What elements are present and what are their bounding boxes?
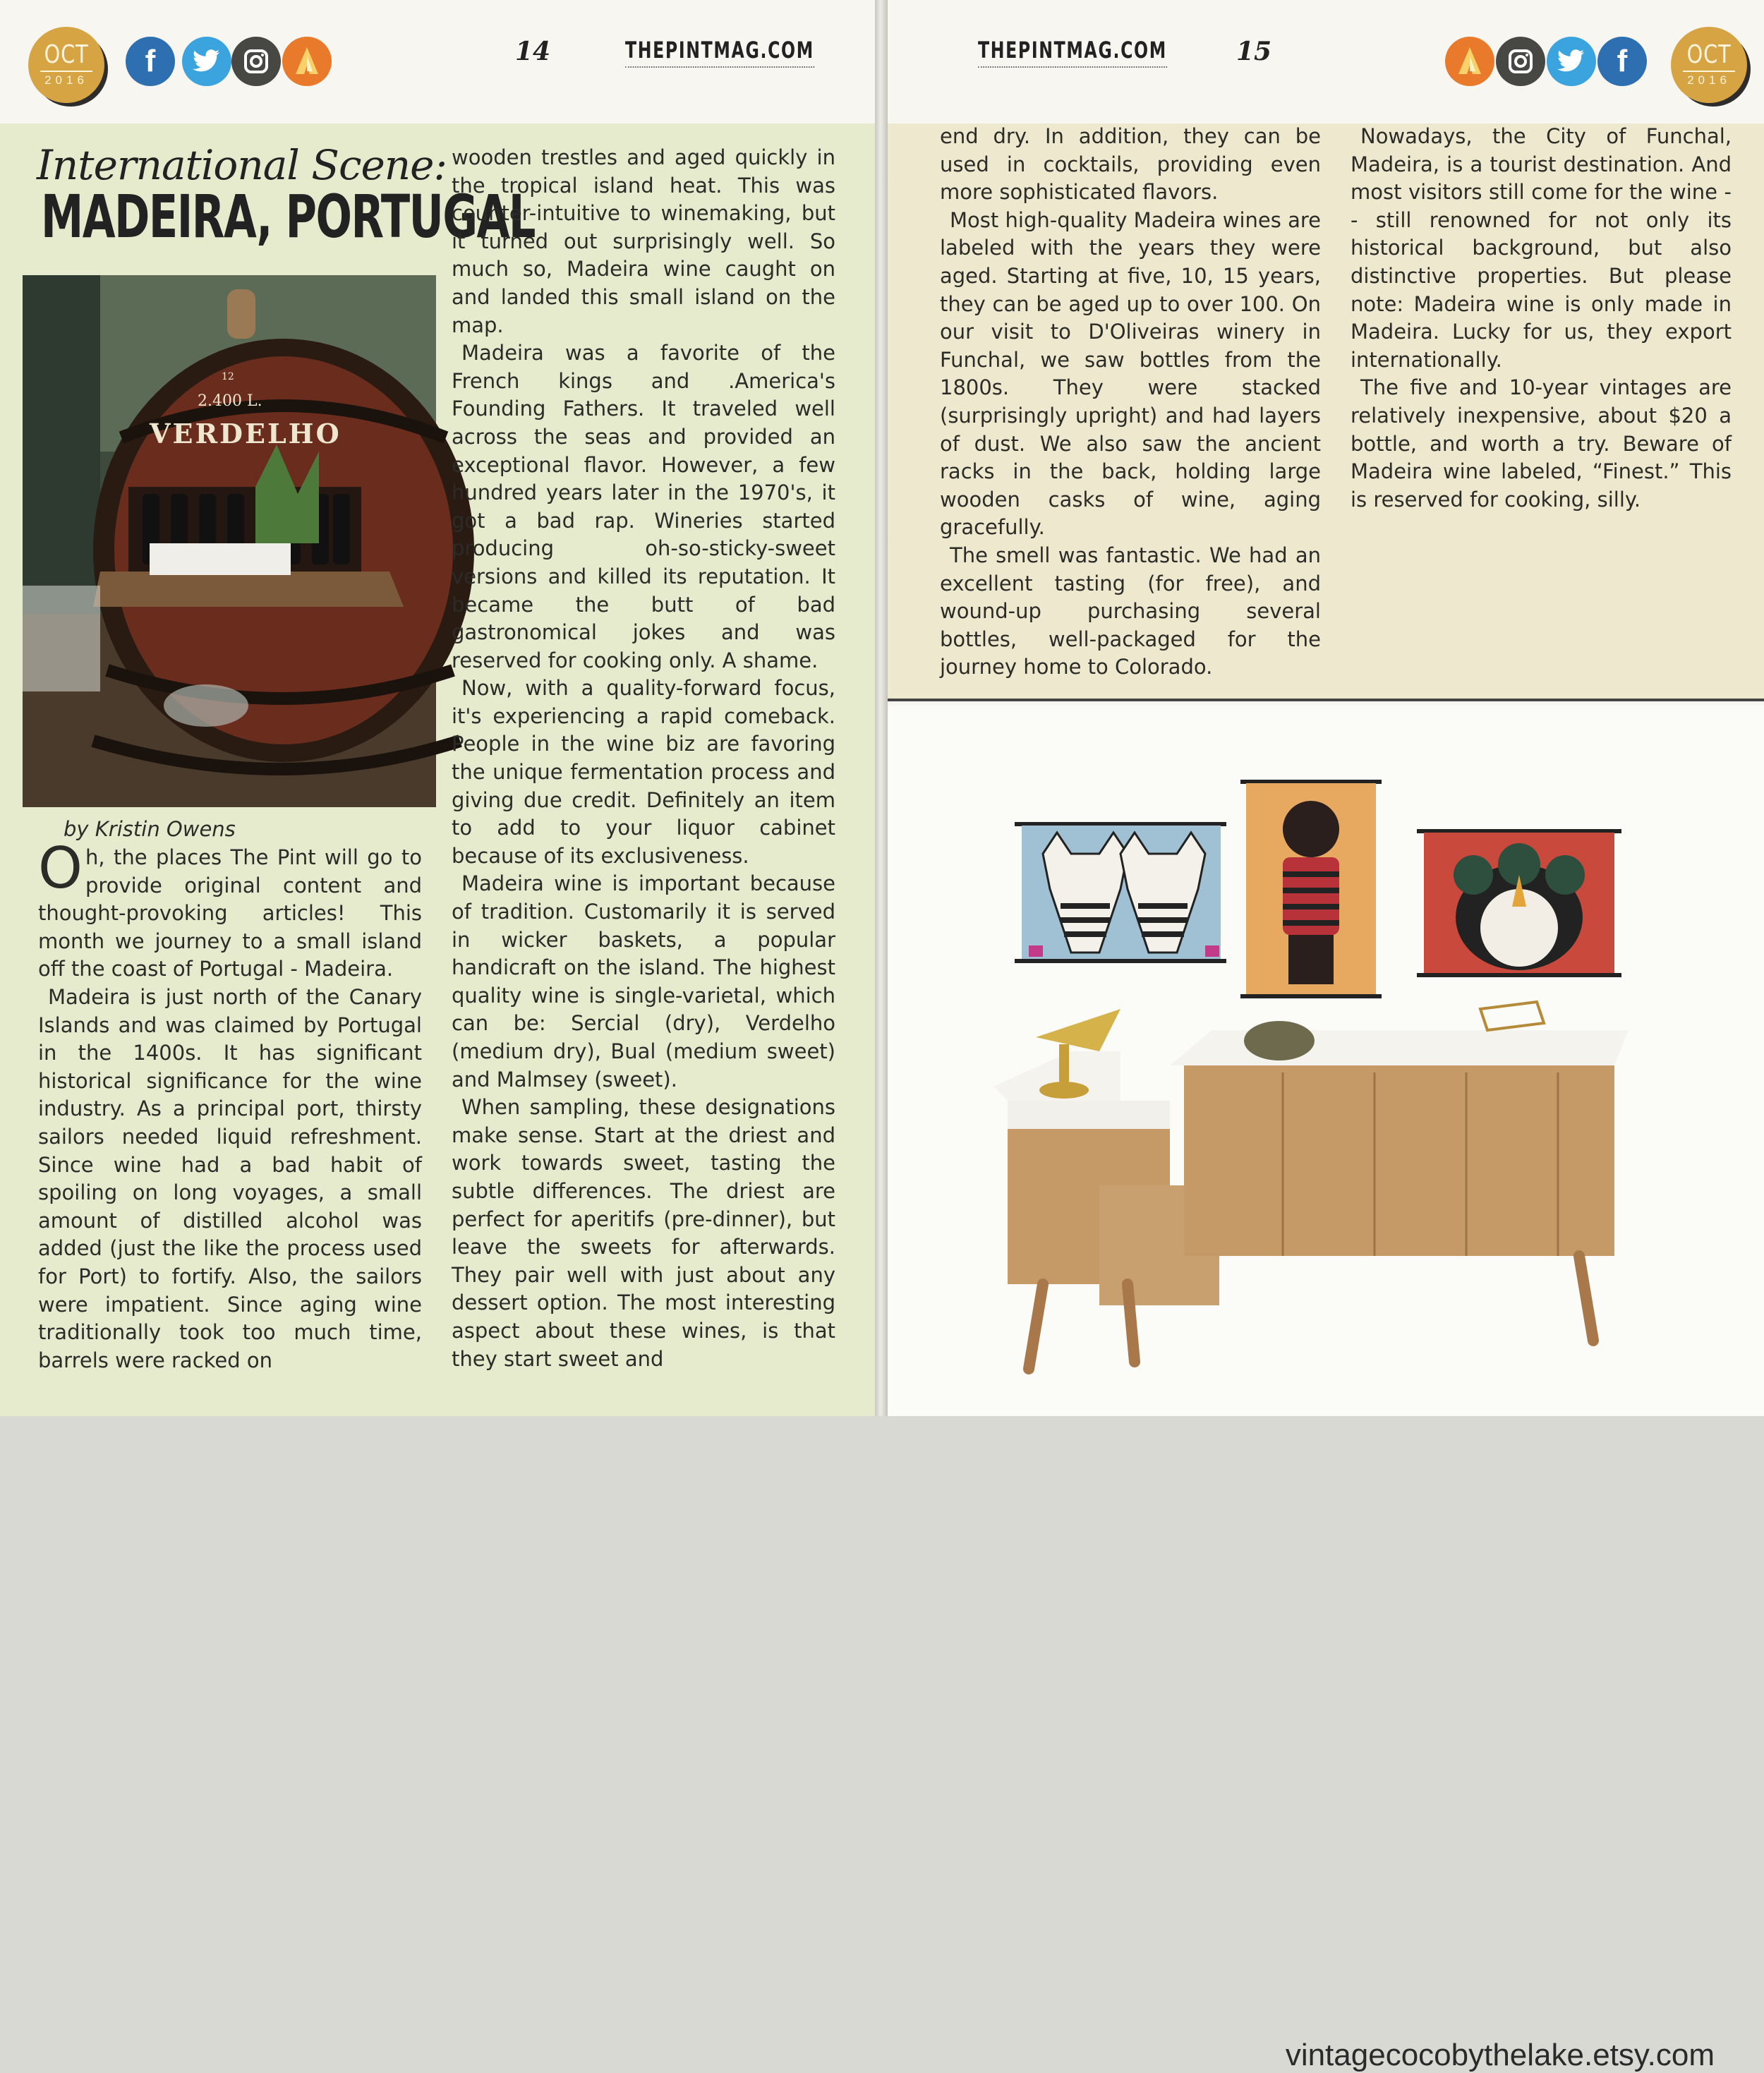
left-page bbox=[0, 0, 875, 1416]
article-column-3 bbox=[940, 123, 1321, 682]
right-page bbox=[888, 0, 1764, 2072]
issue-badge bbox=[1671, 27, 1747, 103]
badge-month: OCT bbox=[1686, 40, 1732, 69]
untappd-icon[interactable] bbox=[282, 37, 332, 86]
left-header bbox=[0, 0, 875, 123]
byline: by Kristin Owens bbox=[64, 817, 236, 841]
site-url[interactable]: THEPINTMAG.COM bbox=[978, 37, 1167, 68]
site-url[interactable]: THEPINTMAG.COM bbox=[625, 37, 814, 68]
paragraph: Madeira was a favorite of the French kings and .America's Founding Fathers. It traveled well across the seas and provided an exceptional flavor. However, a few hundred years later in the 1970's, it got a bad rap. Wineries started producing oh-so-sticky-sweet versions and killed its reputation. It became the butt of bad gastronomical jokes and was reserved for cooking only. A shame. bbox=[452, 341, 835, 672]
facebook-icon[interactable]: f bbox=[1597, 37, 1647, 86]
paragraph: Most high-quality Madeira wines are labeled with the years they were aged. Starting at five, 10, 15 years, they can be aged up to over 100. On our visit to D'Oliveiras winery in Funchal, we saw bottles from the 1800s. They were stacked (surprisingly upright) and had layers of dust. We also saw the ancient racks in the back, holding large wooden casks of wine, aging gracefully. bbox=[940, 207, 1321, 540]
cask-label: VERDELHO bbox=[150, 418, 342, 449]
paragraph: The smell was fantastic. We had an excellent tasting (for free), and wound-up purchasing several bottles, well-packaged for the journey home to Colorado. bbox=[940, 543, 1321, 679]
paragraph: Madeira wine is important because of tradition. Customarily it is served in wicker baskets, a popular handicraft on the island. The highest quality wine is single-varietal, which can be: Sercial (dry), Verdelho (medium dry), Bual (medium sweet) and Malmsey (sweet). bbox=[452, 871, 835, 1092]
article-column-2 bbox=[452, 144, 835, 1373]
cask-number: 12 bbox=[222, 371, 234, 382]
page-number: 15 bbox=[1236, 37, 1272, 66]
paragraph: Now, with a quality-forward focus, it's experiencing a rapid comeback. People in the wine biz are favoring the unique fermentation process and giving due credit. Definitely an item to add to your liquor cabinet because of its exclusiveness. bbox=[452, 676, 835, 868]
cask-volume: 2.400 L. bbox=[198, 392, 262, 410]
drop-cap: O bbox=[38, 835, 83, 901]
ad-divider bbox=[888, 699, 1764, 701]
badge-year: 2016 bbox=[40, 71, 92, 87]
vintage-furniture-ad bbox=[888, 706, 1764, 2072]
untappd-icon[interactable] bbox=[1445, 37, 1494, 86]
article-column-4 bbox=[1351, 123, 1732, 514]
paragraph: Nowadays, the City of Funchal, Madeira, is a tourist destination. And most visitors still come for the wine -- still renowned for not only its historical background, but also distinctive properties. But please note: Madeira wine is only made in Madeira. Lucky for us, they export internationally. bbox=[1351, 124, 1732, 372]
badge-month: OCT bbox=[44, 40, 89, 69]
headline: MADEIRA, PORTUGAL bbox=[41, 182, 536, 251]
paragraph: Madeira is just north of the Canary Islands and was claimed by Portugal in the 1400s. It has significant historical significance for the wine industry. As a principal port, thirsty sailors needed liquid refreshment. Since wine had a bad habit of spoiling on long voyages, a small amount of distilled alcohol was added (just the like the process used for Port) to fortify. Also, the sailors were impatient. Since aging wine traditionally took too much time, barrels were racked on bbox=[38, 984, 422, 1372]
twitter-icon[interactable] bbox=[1547, 37, 1596, 86]
paragraph: end dry. In addition, they can be used in cocktails, providing even more sophisticated flavors. bbox=[940, 124, 1321, 205]
paragraph: wooden trestles and aged quickly in the tropical island heat. This was counter-intuitive to winemaking, but it turned out surprisingly well. So much so, Madeira wine caught on and landed this small island on the map. bbox=[452, 145, 835, 337]
headline-kicker: International Scene: bbox=[37, 141, 447, 189]
page-number: 14 bbox=[515, 37, 551, 66]
paragraph: When sampling, these designations make sense. Start at the driest and work towards sweet, tasting the subtle differences. The driest are perfect for aperitifs (pre-dinner), but leave the sweets for afterwards. They pair well with just about any dessert option. The most interesting aspect about these wines, is that they start sweet and bbox=[452, 1095, 835, 1371]
furniture-illustration bbox=[888, 706, 1764, 1326]
page-gutter bbox=[875, 0, 888, 1416]
article-column-1 bbox=[38, 835, 422, 1374]
paragraph: The five and 10-year vintages are relatively inexpensive, about $20 a bottle, and worth a try. Beware of Madeira wine labeled, “Finest.” This is reserved for cooking, silly. bbox=[1351, 375, 1732, 512]
ad-url[interactable]: vintagecocobythelake.etsy.com bbox=[1285, 2038, 1715, 2072]
paragraph: h, the places The Pint will go to provide original content and thought-provoking articles! This month we journey to a small island off the coast of Portugal - Madeira. bbox=[38, 845, 422, 981]
instagram-icon[interactable] bbox=[231, 37, 281, 86]
instagram-icon[interactable] bbox=[1496, 37, 1545, 86]
facebook-icon[interactable]: f bbox=[126, 37, 175, 86]
badge-year: 2016 bbox=[1683, 71, 1735, 87]
issue-badge bbox=[28, 27, 104, 103]
right-header bbox=[888, 0, 1764, 123]
wine-cellar-photo bbox=[23, 275, 436, 807]
twitter-icon[interactable] bbox=[182, 37, 231, 86]
